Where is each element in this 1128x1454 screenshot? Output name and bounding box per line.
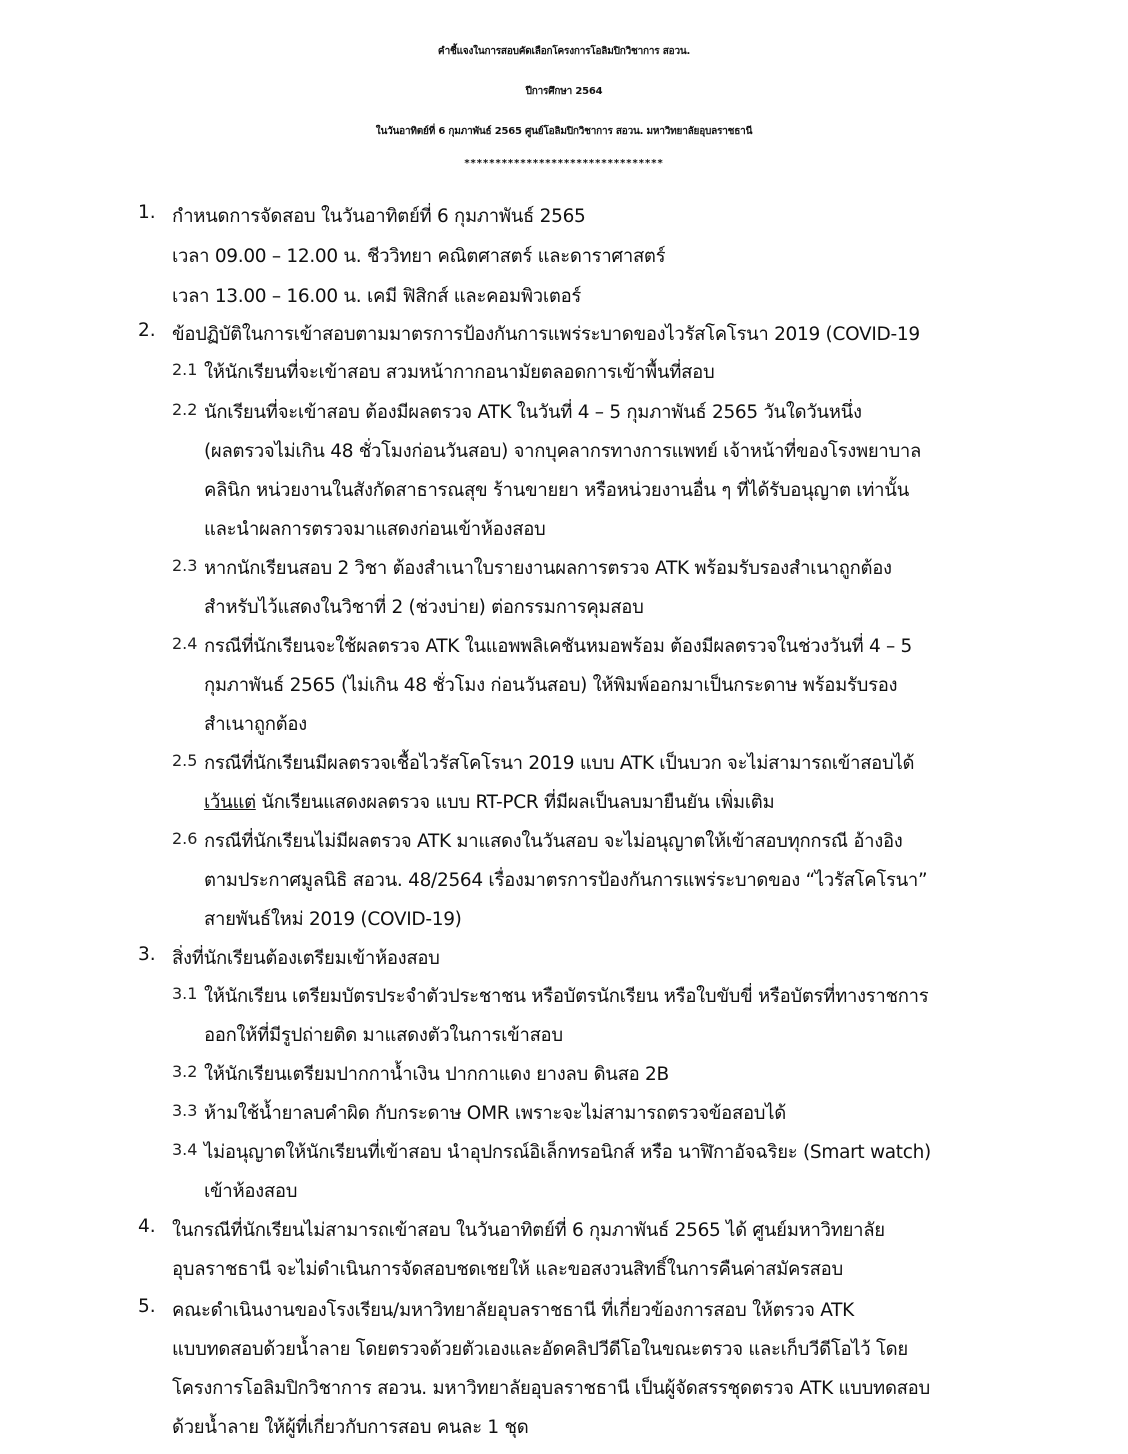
title-line-3: ในวันอาทิตย์ที่ 6 กุมภาพันธ์ 2565 ศูนย์โอลิมปิกวิชาการ สอวน. มหาวิทยาลัยอุบลราชธานี [375, 126, 753, 137]
subitem-line: ให้นักเรียน เตรียมบัตรประจำตัวประชาชน หรือบัตรนักเรียน หรือใบขับขี่ หรือบัตรที่ทางราชการ [204, 986, 929, 1007]
subitem-line: สำเนาถูกต้อง [204, 714, 307, 735]
subitem-line: สำหรับไว้แสดงในวิชาที่ 2 (ช่วงบ่าย) ต่อกรรมการคุมสอบ [204, 597, 644, 618]
item-line: อุบลราชธานี จะไม่ดำเนินการจัดสอบชดเชยให้ และขอสงวนสิทธิ์ในการคืนค่าสมัครสอบ [172, 1259, 843, 1280]
item-line: เวลา 09.00 – 12.00 น. ชีววิทยา คณิตศาสตร์ และดาราศาสตร์ [172, 246, 666, 267]
subitem-line: กุมภาพันธ์ 2565 (ไม่เกิน 48 ชั่วโมง ก่อนวันสอบ) ให้พิมพ์ออกมาเป็นกระดาษ พร้อมรับรอง [204, 675, 898, 696]
item-number: 1. [138, 202, 156, 223]
item-number: 4. [138, 1216, 156, 1237]
separator: ******************************** [464, 158, 664, 169]
subitem-number: 3.2 [172, 1062, 198, 1081]
subitem-number: 3.3 [172, 1101, 198, 1120]
subitem-number: 2.1 [172, 360, 198, 379]
subitem-number: 3.1 [172, 984, 198, 1003]
item-line: โครงการโอลิมปิกวิชาการ สอวน. มหาวิทยาลัยอุบลราชธานี เป็นผู้จัดสรรชุดตรวจ ATK แบบทดสอบ [172, 1378, 930, 1399]
subitem-line: ห้ามใช้น้ำยาลบคำผิด กับกระดาษ OMR เพราะจะไม่สามารถตรวจข้อสอบได้ [204, 1103, 786, 1124]
item-number: 3. [138, 944, 156, 965]
subitem-line: กรณีที่นักเรียนมีผลตรวจเชื้อไวรัสโคโรนา 2019 แบบ ATK เป็นบวก จะไม่สามารถเข้าสอบได้ [204, 753, 915, 774]
subitem-line: เข้าห้องสอบ [204, 1181, 298, 1202]
subitem-number: 2.3 [172, 556, 198, 575]
subitem-line: ให้นักเรียนเตรียมปากกาน้ำเงิน ปากกาแดง ยางลบ ดินสอ 2B [204, 1064, 669, 1085]
item-line: คณะดำเนินงานของโรงเรียน/มหาวิทยาลัยอุบลราชธานี ที่เกี่ยวข้องการสอบ ให้ตรวจ ATK [172, 1300, 855, 1321]
item-line: ในกรณีที่นักเรียนไม่สามารถเข้าสอบ ในวันอาทิตย์ที่ 6 กุมภาพันธ์ 2565 ได้ ศูนย์มหาวิทยาลัย [172, 1220, 885, 1241]
subitem-line: สายพันธ์ใหม่ 2019 (COVID-19) [204, 909, 462, 930]
subitem-number: 2.2 [172, 400, 198, 419]
title-line-1: คำชี้แจงในการสอบคัดเลือกโครงการโอลิมปิกวิชาการ สอวน. [437, 46, 691, 57]
subitem-line: ไม่อนุญาตให้นักเรียนที่เข้าสอบ นำอุปกรณ์อิเล็กทรอนิกส์ หรือ นาฬิกาอัจฉริยะ (Smart watch) [204, 1142, 931, 1163]
subitem-line: ออกให้ที่มีรูปถ่ายติด มาแสดงตัวในการเข้าสอบ [204, 1025, 563, 1046]
item-line: เวลา 13.00 – 16.00 น. เคมี ฟิสิกส์ และคอมพิวเตอร์ [172, 286, 582, 307]
subitem-line: ให้นักเรียนที่จะเข้าสอบ สวมหน้ากากอนามัยตลอดการเข้าพื้นที่สอบ [204, 362, 715, 383]
subitem-line-rest: นักเรียนแสดงผลตรวจ แบบ RT-PCR ที่มีผลเป็นลบมายืนยัน เพิ่มเติม [255, 792, 775, 813]
item-number: 5. [138, 1296, 156, 1317]
item-number: 2. [138, 320, 156, 341]
underlined-text: เว้นแต่ [204, 792, 256, 813]
item-line: ด้วยน้ำลาย ให้ผู้ที่เกี่ยวกับการสอบ คนละ 1 ชุด [172, 1417, 529, 1438]
title-line-2: ปีการศึกษา 2564 [525, 86, 603, 97]
subitem-line: นักเรียนที่จะเข้าสอบ ต้องมีผลตรวจ ATK ในวันที่ 4 – 5 กุมภาพันธ์ 2565 วันใดวันหนึ่ง [204, 402, 862, 423]
subitem-number: 2.5 [172, 751, 198, 770]
subitem-line: ตามประกาศมูลนิธิ สอวน. 48/2564 เรื่องมาตรการป้องกันการแพร่ระบาดของ “ไวรัสโคโรนา” [204, 870, 928, 891]
subitem-line: คลินิก หน่วยงานในสังกัดสาธารณสุข ร้านขายยา หรือหน่วยงานอื่น ๆ ที่ได้รับอนุญาต เท่านั้น [204, 480, 909, 501]
subitem-number: 2.4 [172, 634, 198, 653]
item-line: สิ่งที่นักเรียนต้องเตรียมเข้าห้องสอบ [172, 948, 440, 969]
subitem-number: 2.6 [172, 829, 198, 848]
item-line: กำหนดการจัดสอบ ในวันอาทิตย์ที่ 6 กุมภาพันธ์ 2565 [172, 206, 586, 227]
subitem-line: (ผลตรวจไม่เกิน 48 ชั่วโมงก่อนวันสอบ) จากบุคลากรทางการแพทย์ เจ้าหน้าที่ของโรงพยาบาล [204, 441, 922, 462]
subitem-line: กรณีที่นักเรียนจะใช้ผลตรวจ ATK ในแอพพลิเคชันหมอพร้อม ต้องมีผลตรวจในช่วงวันที่ 4 – 5 [204, 636, 913, 657]
item-line: แบบทดสอบด้วยน้ำลาย โดยตรวจด้วยตัวเองและอัดคลิปวีดีโอในขณะตรวจ และเก็บวีดีโอไว้ โดย [172, 1339, 908, 1360]
subitem-line: กรณีที่นักเรียนไม่มีผลตรวจ ATK มาแสดงในวันสอบ จะไม่อนุญาตให้เข้าสอบทุกกรณี อ้างอิง [204, 831, 903, 852]
subitem-line: หากนักเรียนสอบ 2 วิชา ต้องสำเนาใบรายงานผลการตรวจ ATK พร้อมรับรองสำเนาถูกต้อง [204, 558, 892, 579]
item-line: ข้อปฏิบัติในการเข้าสอบตามมาตรการป้องกันการแพร่ระบาดของไวรัสโคโรนา 2019 (COVID-19 [172, 324, 920, 345]
subitem-number: 3.4 [172, 1140, 198, 1159]
subitem-line: และนำผลการตรวจมาแสดงก่อนเข้าห้องสอบ [204, 519, 546, 540]
subitem-line [204, 788, 774, 817]
